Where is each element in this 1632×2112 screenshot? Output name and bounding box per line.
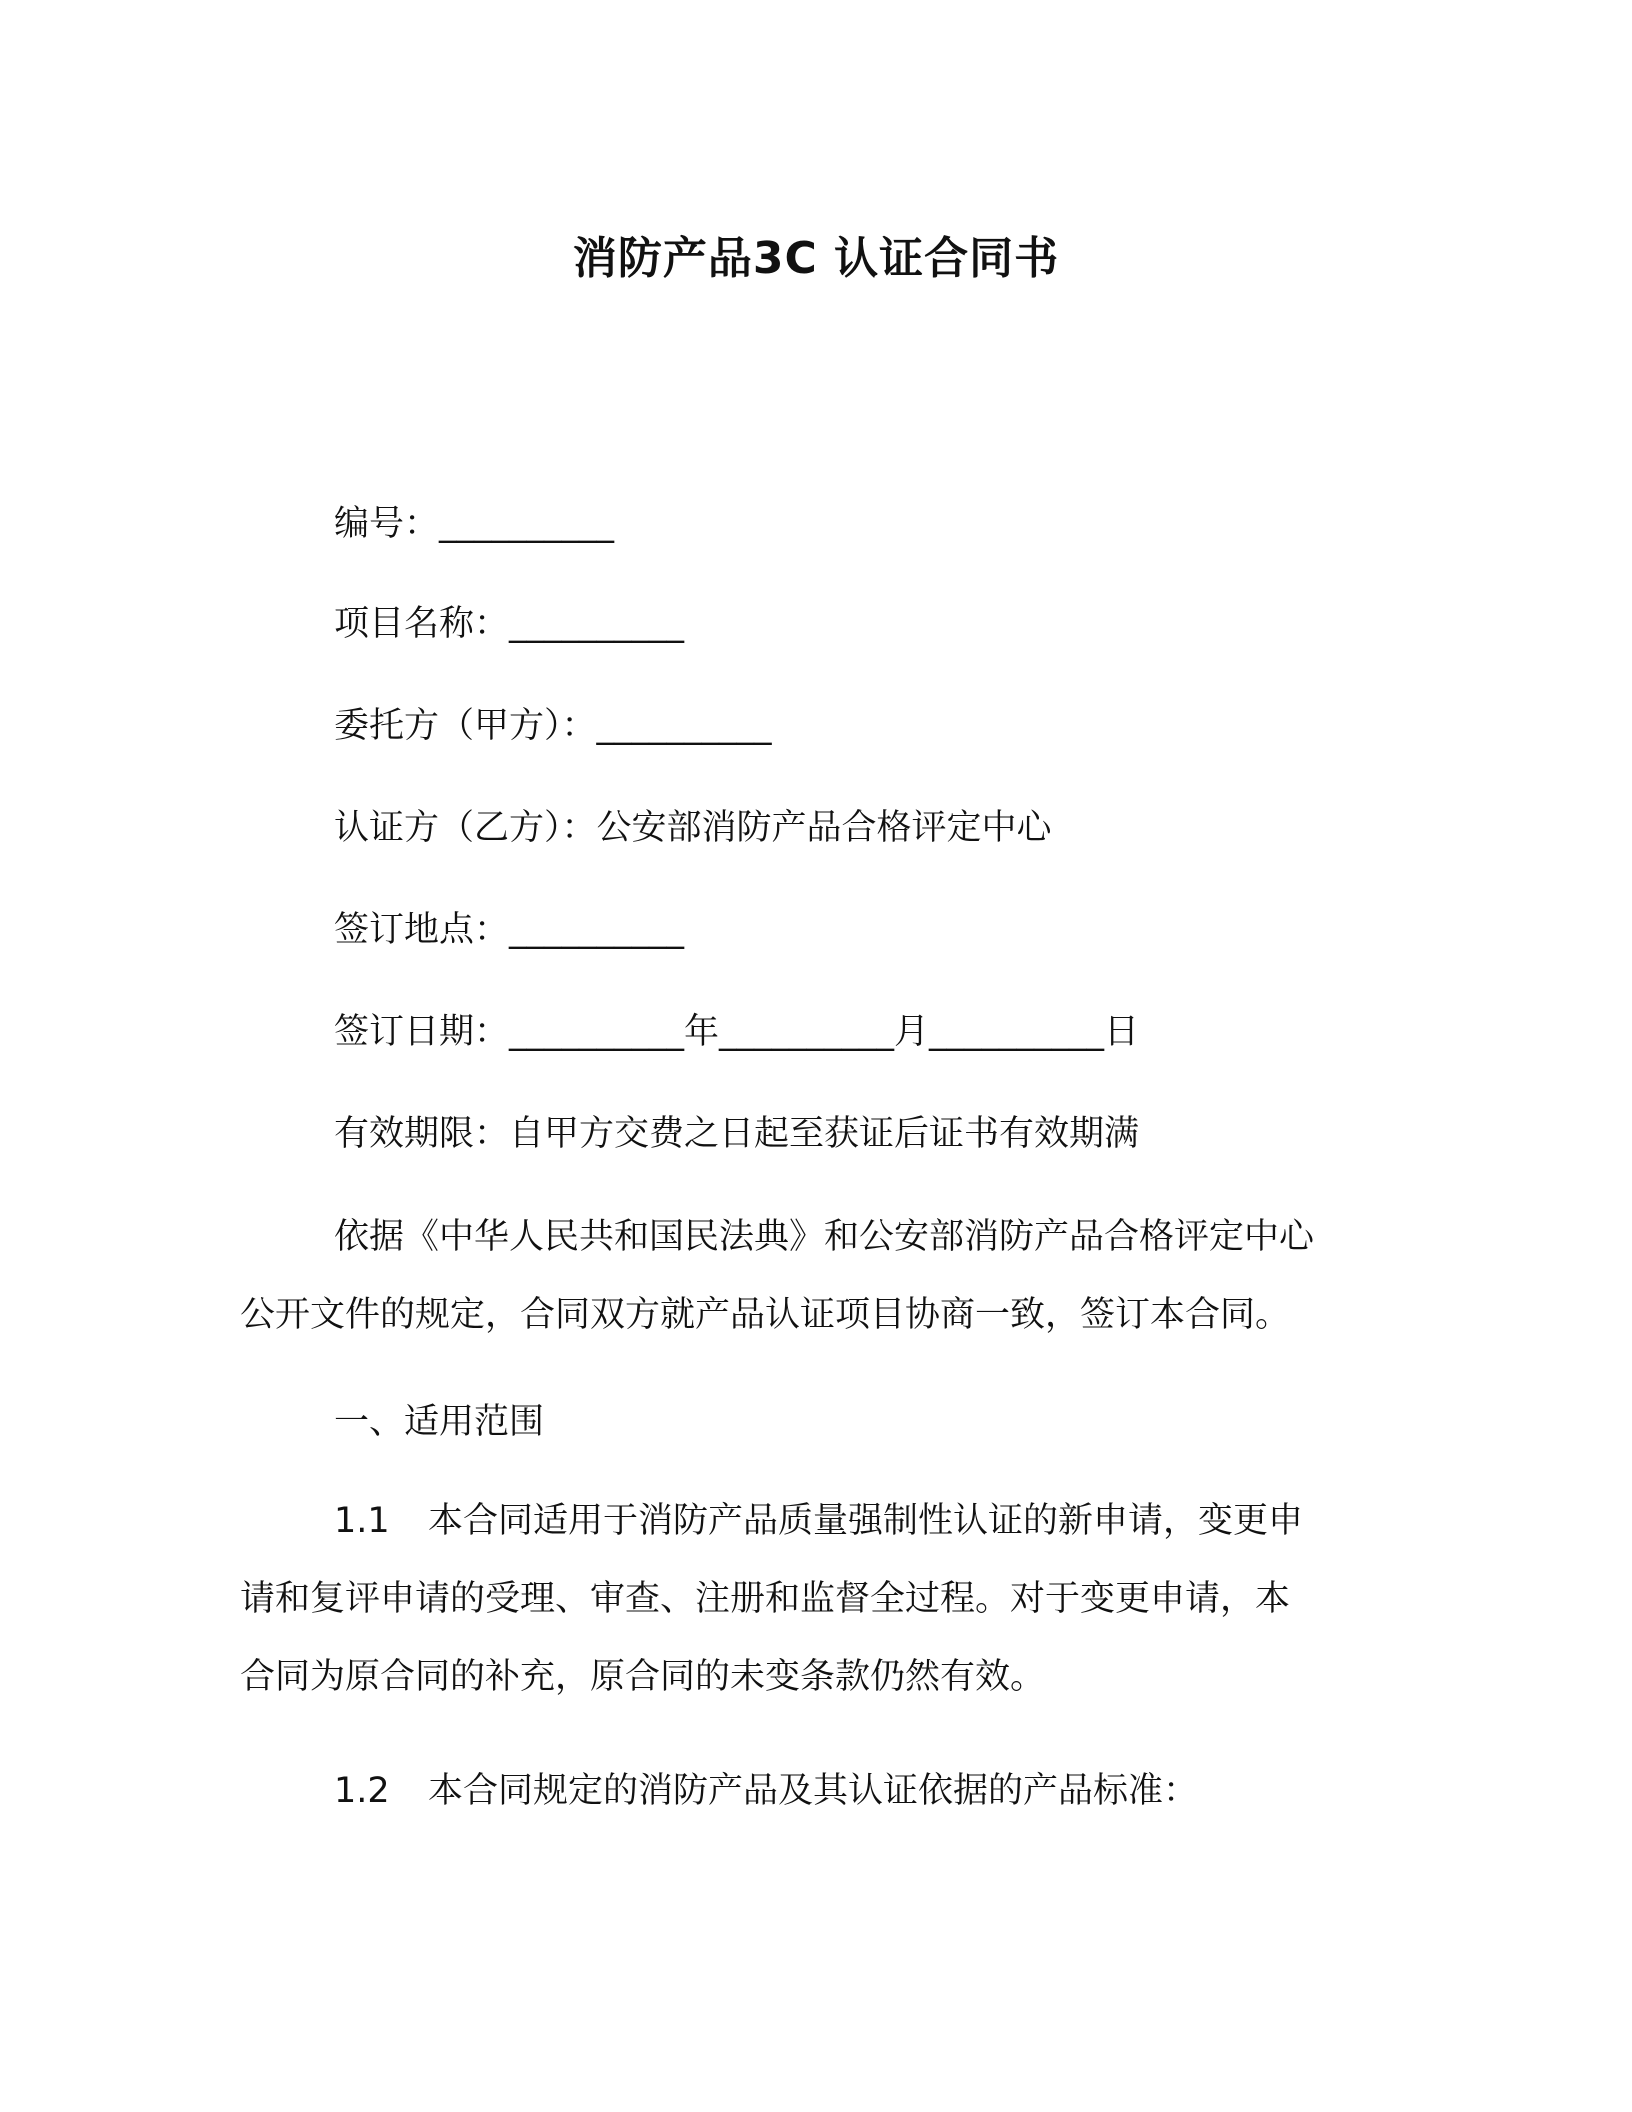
field-project-name [334,600,684,648]
intro-line: 公开文件的规定，合同双方就产品认证项目协商一致，签订本合同。 [240,1295,1291,1335]
document-title: 消防产品3C 认证合同书 [572,233,1060,284]
section-heading: 一、适用范围 [334,1402,545,1442]
clause-text: 本合同规定的消防产品及其认证依据的产品标准： [428,1771,1199,1811]
field-validity-period [334,1110,1139,1158]
field-value: __________ [596,706,772,746]
intro-line: 依据《中华人民共和国民法典》和公安部消防产品合格评定中心 [334,1217,1315,1257]
intro-paragraph [240,1198,1380,1354]
field-signing-place [334,906,684,954]
clause-number: 1.2 [334,1771,390,1811]
field-value: __________ [439,504,615,544]
field-value: __________年__________月__________日 [509,1012,1140,1052]
field-label: 委托方（甲方）： [334,706,597,746]
field-label: 项目名称： [334,604,510,644]
field-label: 有效期限： [334,1114,510,1154]
clause-1-2 [240,1752,1380,1830]
field-value: __________ [509,910,685,950]
field-label: 签订地点： [334,910,510,950]
clause-line [240,1752,1380,1830]
field-label: 编号： [334,504,440,544]
clause-1-1 [240,1482,1380,1716]
field-label: 签订日期： [334,1012,510,1052]
clause-line [240,1482,1380,1560]
field-value: __________ [509,604,685,644]
field-signing-date [334,1008,1139,1056]
field-value: 自甲方交费之日起至获证后证书有效期满 [509,1114,1140,1154]
clause-line: 合同为原合同的补充，原合同的未变条款仍然有效。 [240,1657,1046,1697]
clause-number: 1.1 [334,1501,390,1541]
clause-text: 本合同适用于消防产品质量强制性认证的新申请，变更申 [428,1501,1304,1541]
field-party-b [334,804,1052,852]
field-value: 公安部消防产品合格评定中心 [596,808,1052,848]
field-party-a [334,702,772,750]
field-label: 认证方（乙方）： [334,808,597,848]
clause-line: 请和复评申请的受理、审查、注册和监督全过程。对于变更申请，本 [240,1579,1291,1619]
field-contract-number [334,500,614,548]
